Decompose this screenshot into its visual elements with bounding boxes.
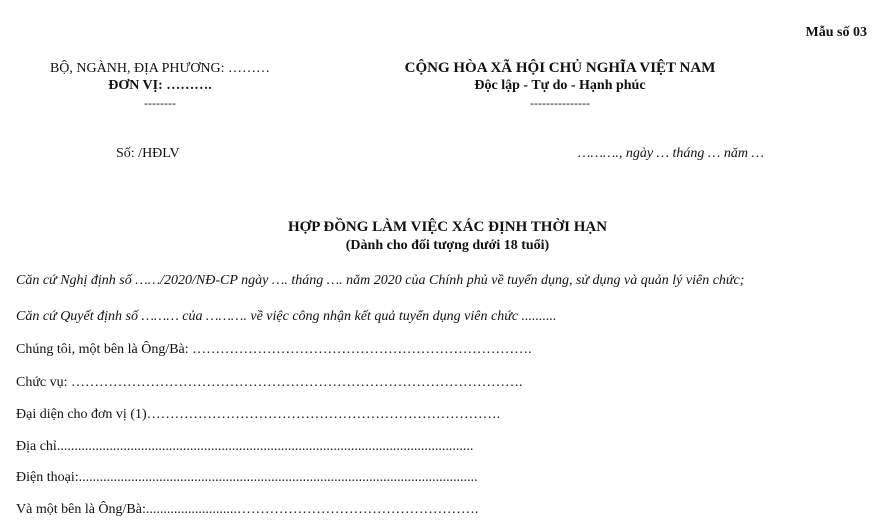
position-field: Chức vụ: ……………………………………………………………………………………. xyxy=(16,375,523,390)
ministry-line: BỘ, NGÀNH, ĐỊA PHƯƠNG: ……… xyxy=(49,61,271,76)
republic-title: CỘNG HÒA XÃ HỘI CHỦ NGHĨA VIỆT NAM xyxy=(404,60,716,76)
national-header xyxy=(360,60,760,111)
national-motto: Độc lập - Tự do - Hạnh phúc xyxy=(474,78,646,93)
address-field: Địa chỉ....................................................................................................................... xyxy=(16,439,474,454)
party-b-name-field: Và một bên là Ông/Bà:..........................……………………………………………. xyxy=(16,502,479,517)
phone-field: Điện thoại:.................................................................................................................. xyxy=(16,470,478,485)
left-header-divider: -------- xyxy=(144,96,176,110)
right-header-divider: --------------- xyxy=(530,96,590,110)
unit-line: ĐƠN VỊ: ………. xyxy=(108,78,212,93)
title-block xyxy=(0,219,895,254)
legal-basis-decision: Căn cứ Quyết định số ……… của ………. về việc công nhận kết quả tuyển dụng viên chức .......... xyxy=(16,309,557,324)
document-number: Số: /HĐLV xyxy=(116,146,180,161)
party-a-name-field: Chúng tôi, một bên là Ông/Bà: ………………………………………………………………. xyxy=(16,342,532,357)
issuing-agency-header xyxy=(0,61,320,111)
representative-unit-field: Đại diện cho đơn vị (1)…………………………………………………………………. xyxy=(16,407,501,422)
form-number: Mẫu số 03 xyxy=(805,25,867,40)
document-title: HỢP ĐỒNG LÀM VIỆC XÁC ĐỊNH THỜI HẠN xyxy=(287,219,608,235)
document-subtitle: (Dành cho đối tượng dưới 18 tuổi) xyxy=(345,238,550,253)
date-place-line: ………., ngày … tháng … năm … xyxy=(578,146,764,161)
legal-basis-decree: Căn cứ Nghị định số ……/2020/NĐ-CP ngày …. tháng …. năm 2020 của Chính phủ về tuyển dụng, sử dụng và quản lý viên chức; xyxy=(16,273,745,288)
